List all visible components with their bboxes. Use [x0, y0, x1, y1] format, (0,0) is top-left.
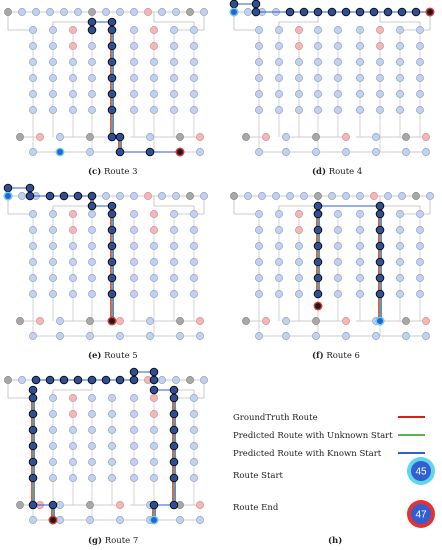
legend-groundtruth-label: GroundTruth Route: [233, 413, 318, 423]
legend-known-label: Predicted Route with Known Start: [233, 449, 382, 459]
legend-start-number: 45: [415, 466, 427, 478]
legend: [233, 413, 435, 528]
caption-c: (c) Route 3: [88, 167, 138, 177]
caption-e: (e) Route 5: [88, 351, 138, 361]
caption-d: (d) Route 4: [312, 167, 363, 177]
legend-end-marker: [407, 500, 435, 528]
panel-route-5: [4, 184, 208, 339]
legend-start-label: Route Start: [233, 471, 283, 481]
caption-g: (g) Route 7: [88, 536, 139, 546]
panel-route-6: [230, 192, 433, 339]
panel-route-7: [4, 368, 207, 524]
panel-route-4: [230, 0, 435, 155]
legend-end-number: 47: [415, 509, 427, 521]
panel-route-3: [4, 8, 207, 156]
legend-start-marker: [407, 457, 435, 485]
caption-f: (f) Route 6: [312, 351, 360, 361]
legend-unknown-label: Predicted Route with Unknown Start: [233, 431, 393, 441]
legend-end-label: Route End: [233, 503, 279, 513]
caption-h: (h): [328, 536, 343, 546]
